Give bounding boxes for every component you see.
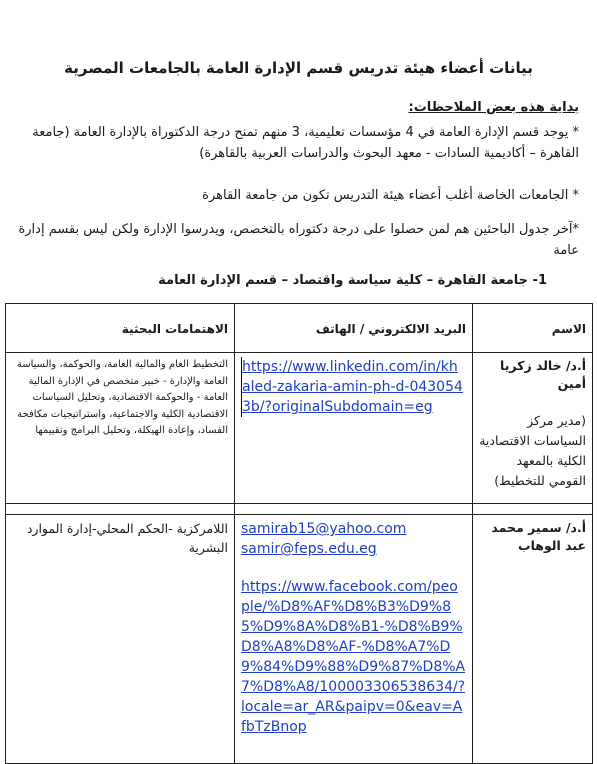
research-interests: التخطيط العام والمالية العامة، والحوكمة، والسياسة العامة والإدارة - خبير متخصص في الإدارة المالية العامة - والحوكمة الاقتصادية، وتحليل السياسات الاقتصادية الكلية والاجتماعية، واستراتيجيات مكافحة الفساد، وإعادة الهيكلة، وتحليل البرامج وتقييمها <box>16 359 228 436</box>
contact-cell <box>235 515 473 764</box>
header-contact: البريد الالكتروني / الهاتف <box>235 304 473 353</box>
row-separator <box>6 504 593 515</box>
faculty-table <box>5 303 593 764</box>
email-link-yahoo[interactable]: samirab15@yahoo.com <box>241 521 407 537</box>
document-title: بيانات أعضاء هيئة تدريس قسم الإدارة العامة بالجامعات المصرية <box>64 59 533 77</box>
header-name: الاسم <box>473 304 593 353</box>
section-heading: 1- جامعة القاهرة – كلية سياسة واقتصاد – قسم الإدارة العامة <box>158 273 547 288</box>
faculty-name: أ.د/ سمير محمد عبد الوهاب <box>491 520 586 553</box>
interests-cell <box>6 515 235 764</box>
header-interests: الاهتمامات البحثية <box>6 304 235 353</box>
notes-heading: بداية هذه بعض الملاحظات: <box>408 100 579 115</box>
linkedin-link[interactable]: https://www.linkedin.com/in/khaled-zakaria-amin-ph-d-0430543b/?originalSubdomain=eg <box>241 357 466 417</box>
name-cell <box>473 515 593 764</box>
table-row <box>6 515 593 764</box>
email-link-feps[interactable]: samir@feps.edu.eg <box>241 541 377 557</box>
interests-cell <box>6 353 235 504</box>
note-1: * يوجد قسم الإدارة العامة في 4 مؤسسات تعليمية، 3 منهم تمنح درجة الدكتوراة بالإدارة العامة (جامعة القاهرة – أكاديمية السادات - معهد البحوث والدراسات العربية بالقاهرة) <box>32 125 579 161</box>
name-cell <box>473 353 593 504</box>
contact-cell <box>235 353 473 504</box>
facebook-link[interactable]: https://www.facebook.com/people/%D8%AF%D8%B3%D9%85%D9%8A%D8%B1-%D8%B9%D8%A8%D8%AF-%D8%A7%D9%84%D9%88%D9%87%D8%A7%D8%A8/100003306538634/?locale=ar_AR&paipv=0&eav=AfbTzBnop <box>241 579 466 735</box>
faculty-name: أ.د/ خالد زكريا أمين <box>500 358 586 391</box>
table-row <box>6 353 593 504</box>
faculty-role: (مدير مركز السياسات الاقتصادية الكلية بالمعهد القومي للتخطيط) <box>479 413 586 488</box>
research-interests: اللامركزية -الحكم المحلي-إدارة الموارد البشرية <box>26 521 228 555</box>
table-header-row <box>6 304 593 353</box>
note-3: *آخر جدول الباحثين هم لمن حصلوا على درجة دكتوراه بالتخصص، ويدرسوا الإدارة ولكن ليس بقسم إدارة عامة <box>18 222 579 258</box>
note-2: * الجامعات الخاصة أغلب أعضاء هيئة التدريس تكون من جامعة القاهرة <box>202 188 579 203</box>
